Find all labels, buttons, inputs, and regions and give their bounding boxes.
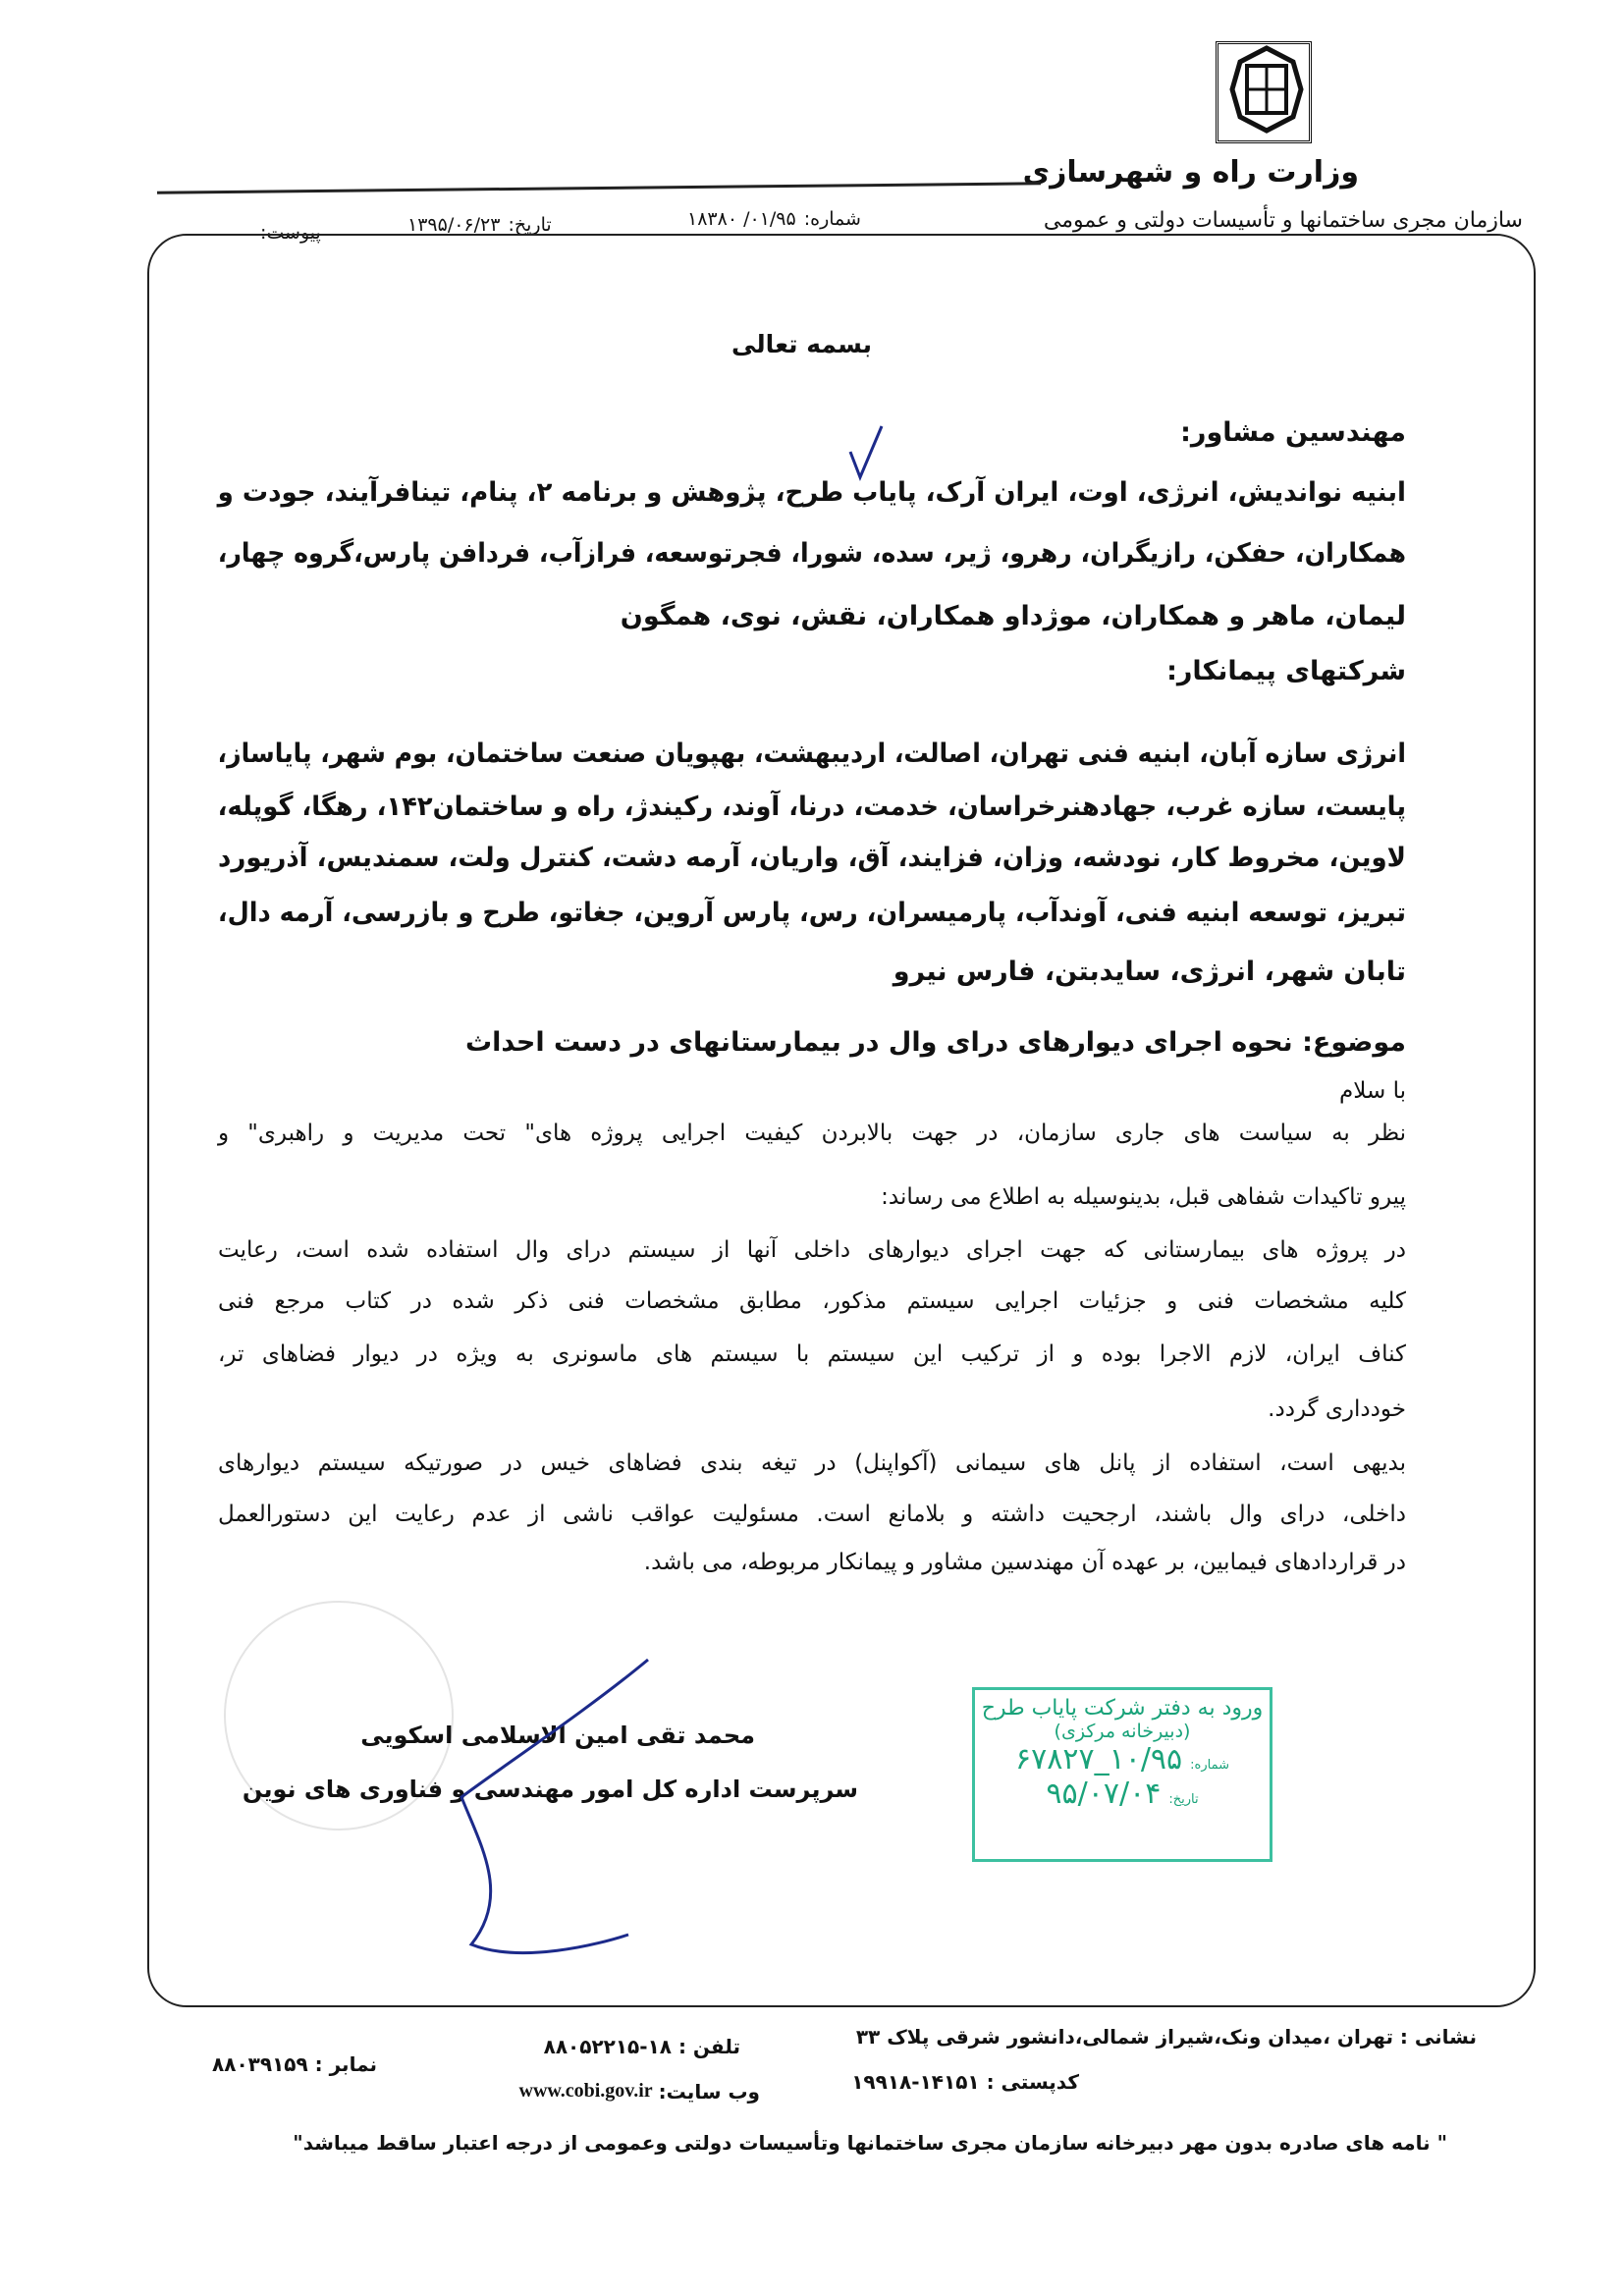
subject-line: موضوع: نحوه اجرای دیوارهای درای وال در بیمارستانهای در دست احداث: [464, 1027, 1406, 1058]
ministry-title: وزارت راه و شهرسازی: [1022, 155, 1359, 190]
footer-address: نشانی : تهران ،میدان ونک،شیراز شمالی،دانشور شرقی پلاک ۳۳: [855, 2025, 1477, 2049]
contractors-line: انرژی سازه آبان، ابنیه فنی تهران، اصالت، اردیبهشت، بهپویان صنعت ساختمان، بوم شهر، پایاساز،: [217, 738, 1407, 769]
stamp-number: [975, 1742, 1270, 1777]
date-label: تاریخ:: [508, 214, 552, 236]
date-value: ۱۳۹۵/۰۶/۲۳: [407, 214, 501, 236]
stamp-date-value: ۹۵/۰۷/۰۴: [1046, 1777, 1162, 1811]
attachment-label: پیوست:: [260, 222, 321, 244]
consultants-line: ابنیه نواندیش، انرژی، اوت، ایران آرک، پایاب طرح، پژوهش و برنامه ۲، پنام، تینافرآیند، جودت و: [217, 477, 1406, 508]
footer-notice: " نامه های صادره بدون مهر دبیرخانه سازمان مجری ساختمانها وتأسیسات دولتی وعمومی از درجه اعتبار ساقط میباشد": [293, 2131, 1447, 2155]
footer-phone: تلفن : ۱۸-۸۸۰۵۲۲۱۵: [543, 2035, 740, 2058]
website-label: وب سایت:: [658, 2080, 760, 2104]
footer-postal-code: کدپستی : ۱۴۱۵۱-۱۹۹۱۸: [851, 2070, 1079, 2094]
paragraph-line: در قراردادهای فیمابین، بر عهده آن مهندسین مشاور و پیمانکار مربوطه، می باشد.: [643, 1550, 1406, 1575]
website-link[interactable]: www.cobi.gov.ir: [518, 2080, 653, 2102]
paragraph-line: بدیهی است، استفاده از پانل های سیمانی (آکواپنل) در تیغه بندی فضاهای خیس در صورتیکه سیستم دیوارهای: [218, 1450, 1406, 1476]
paragraph-line: داخلی، درای وال باشند، ارجحیت داشته و بلامانع است. مسئولیت عواقب ناشی از عدم رعایت این دستورالعمل: [218, 1502, 1406, 1527]
consultants-line: لیمان، ماهر و همکاران، موژداو همکاران، نقش، نوی، همگون: [620, 601, 1406, 631]
contractors-line: تابان شهر، انرژی، سایدبتن، فارس نیرو: [893, 957, 1406, 987]
contractors-line: پایست، سازه غرب، جهادهنرخراسان، خدمت، درنا، آوند، رکیندژ، راه و ساختمان۱۴۲، رهگا، گوپله،: [217, 792, 1407, 822]
stamp-date-label: تاریخ:: [1168, 1792, 1199, 1807]
paragraph-line: در پروژه های بیمارستانی که جهت اجرای دیوارهای داخلی آنها از سیستم درای وال استفاده شده است، رعایت: [218, 1237, 1406, 1263]
footer-fax: نمابر : ۸۸۰۳۹۱۵۹: [212, 2052, 377, 2076]
stamp-number-label: شماره:: [1190, 1758, 1229, 1773]
organization-name: سازمان مجری ساختمانها و تأسیسات دولتی و عمومی: [1043, 208, 1523, 233]
header-divider: [157, 182, 1041, 193]
paragraph-line: نظر به سیاست های جاری سازمان، در جهت بالابردن کیفیت اجرایی پروژه های" تحت مدیریت و راهبری" و: [218, 1121, 1406, 1146]
paragraph-line: خودداری گردد.: [1268, 1396, 1406, 1422]
paragraph-line: کلیه مشخصات فنی و جزئیات اجرایی سیستم مذکور، مطابق مشخصات فنی ذکر شده در کتاب مرجع فنی: [218, 1288, 1406, 1314]
contractors-heading: شرکتهای پیمانکار:: [1166, 656, 1406, 686]
stamp-line2: (دبیرخانه مرکزی): [1054, 1721, 1191, 1742]
contractors-line: تبریز، توسعه ابنیه فنی، آوندآب، پارمیسران، رس، پارس آروین، جغاتو، طرح و بازرسی، آرمه دال،: [217, 898, 1406, 928]
footer-website: [519, 2080, 760, 2104]
letter-number: [687, 208, 861, 230]
signatory-name: محمد تقی امین الاسلامی اسکویی: [360, 1722, 755, 1749]
number-label: شماره:: [803, 208, 861, 230]
contractors-line: لاوین، مخروط کار، نودشه، وزان، فزایند، آق، واریان، آرمه دشت، کنترل ولت، سمندیس، آذریورد: [218, 843, 1406, 873]
paragraph-line: پیرو تاکیدات شفاهی قبل، بدینوسیله به اطلاع می رساند:: [881, 1184, 1406, 1210]
ministry-logo: [1216, 41, 1312, 143]
letter-date: [407, 214, 552, 236]
paragraph-line: کناف ایران، لازم الاجرا بوده و از ترکیب این سیستم با سیستم های ماسونری به ویژه در دیوار فضاهای تر،: [218, 1341, 1406, 1367]
stamp-number-value: ۱۰/۹۵_۶۷۸۲۷: [1015, 1742, 1183, 1777]
signature: [442, 1650, 668, 1964]
greeting: با سلام: [1339, 1078, 1406, 1104]
number-value: ۰۱/۹۵/ ۱۸۳۸۰: [687, 208, 796, 230]
check-mark: [846, 422, 886, 481]
stamp-line1: ورود به دفتر شرکت پایاب طرح: [981, 1696, 1264, 1721]
invocation: بسمه تعالی: [731, 330, 873, 358]
stamp-date: [975, 1777, 1270, 1811]
receipt-stamp: [972, 1687, 1272, 1862]
consultants-heading: مهندسین مشاور:: [1180, 417, 1406, 448]
consultants-line: همکاران، حفکن، رازیگران، رهرو، ژیر، سده، شورا، فجرتوسعه، فرازآب، فردافن پارس،گروه چهار،: [217, 538, 1407, 569]
signatory-title: سرپرست اداره کل امور مهندسی و فناوری های نوین: [242, 1776, 858, 1803]
